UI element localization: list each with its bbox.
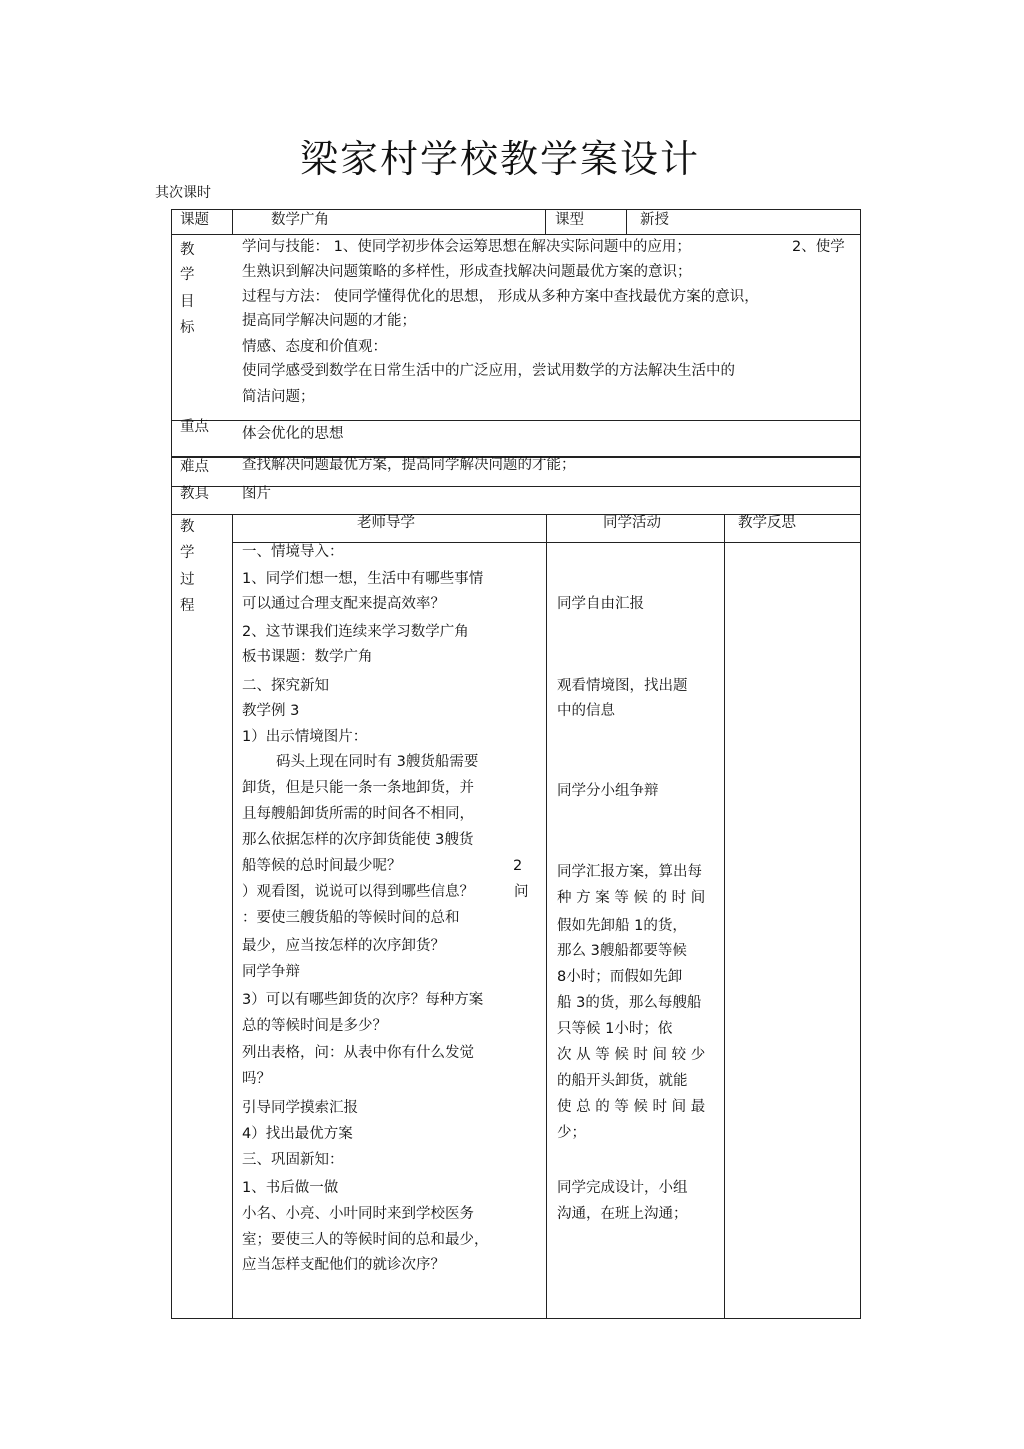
student-line: 同学自由汇报: [557, 596, 644, 612]
goals-line: 学问与技能： 1、使同学初步体会运筹思想在解决实际问题中的应用；: [242, 239, 691, 255]
key-point-label: 重点: [180, 419, 209, 435]
teacher-line: 一、情境导入：: [242, 544, 344, 560]
teacher-line: 三、巩固新知：: [242, 1152, 344, 1168]
goals-label-char: 目: [180, 294, 195, 310]
teacher-line: 可以通过合理支配来提高效率？: [242, 596, 445, 612]
topic-label: 课题: [180, 212, 209, 228]
teacher-line: 总的等候时间是多少？: [242, 1018, 387, 1034]
student-line: 船 3的货，那么每艘船: [557, 995, 702, 1011]
teacher-line: 板书课题：数学广角: [242, 649, 373, 665]
teacher-line: 引导同学摸索汇报: [242, 1100, 358, 1116]
process-label-char: 学: [180, 545, 195, 561]
teacher-line: 教学例 3: [242, 703, 300, 719]
teacher-line: ：要使三艘货船的等候时间的总和: [242, 910, 460, 926]
student-line: 中的信息: [557, 703, 615, 719]
goals-line: 过程与方法： 使同学懂得优化的思想， 形成从多种方案中查找最优方案的意识，: [242, 289, 759, 305]
teacher-line: 二、探究新知: [242, 678, 329, 694]
difficulty-label: 难点: [180, 459, 209, 475]
goals-label-char: 标: [180, 320, 195, 336]
type-value: 新授: [640, 212, 669, 228]
student-line: 假如先卸船 1的货，: [557, 918, 687, 934]
student-column-header: 同学活动: [603, 515, 661, 531]
student-line: 同学分小组争辩: [557, 783, 659, 799]
teacher-line: 且每艘船卸货所需的时间各不相同，: [242, 806, 474, 822]
teacher-line: 应当怎样支配他们的就诊次序？: [242, 1257, 445, 1273]
teacher-line: 船等候的总时间最少呢？: [242, 858, 402, 874]
teacher-line: 吗？: [242, 1071, 271, 1087]
student-line: 沟通，在班上沟通；: [557, 1206, 688, 1222]
teacher-line: 码头上现在同时有 3艘货船需要: [276, 754, 479, 770]
tools-label: 教具: [180, 486, 209, 502]
teacher-line: 2: [513, 858, 523, 874]
goals-line: 情感、态度和价值观：: [242, 339, 387, 355]
student-line: 的船开头卸货，就能: [557, 1073, 688, 1089]
teacher-line: 1、同学们想一想，生活中有哪些事情: [242, 571, 484, 587]
student-line: 同学汇报方案，算出每: [557, 864, 702, 880]
student-line: 8小时；而假如先卸: [557, 969, 683, 985]
teacher-line: 最少，应当按怎样的次序卸货？: [242, 938, 445, 954]
tools-value: 图片: [242, 486, 271, 502]
student-line: 次 从 等 候 时 间 较 少: [557, 1047, 706, 1063]
goals-line: 简洁问题；: [242, 389, 315, 405]
teacher-line: 3）可以有哪些卸货的次序？每种方案: [242, 992, 484, 1008]
student-line: 使 总 的 等 候 时 间 最: [557, 1099, 706, 1115]
process-label-char: 教: [180, 519, 195, 535]
goals-label-char: 教: [180, 242, 195, 258]
student-line: 同学完成设计，小组: [557, 1180, 688, 1196]
student-line: 种 方 案 等 候 的 时 间: [557, 890, 706, 906]
goals-line: 使同学感受到数学在日常生活中的广泛应用，尝试用数学的方法解决生活中的: [242, 363, 735, 379]
teacher-line: 4）找出最优方案: [242, 1126, 353, 1142]
student-line: 只等候 1小时；依: [557, 1021, 673, 1037]
page-title: 梁家村学校教学案设计: [299, 137, 700, 181]
goals-label-char: 学: [180, 267, 195, 283]
teacher-line: 2、这节课我们连续来学习数学广角: [242, 624, 469, 640]
teacher-line: 小名、小亮、小叶同时来到学校医务: [242, 1206, 474, 1222]
reflection-column-header: 教学反思: [738, 515, 796, 531]
student-line: 少；: [557, 1125, 586, 1141]
teacher-line: ）观看图，说说可以得到哪些信息？: [242, 884, 474, 900]
teacher-line: 同学争辩: [242, 964, 300, 980]
process-label-char: 程: [180, 598, 195, 614]
teacher-column-header: 老师导学: [357, 515, 415, 531]
goals-line: 提高同学解决问题的才能；: [242, 313, 416, 329]
teacher-line: 问: [514, 884, 529, 900]
difficulty-value: 查找解决问题最优方案，提高同学解决问题的才能；: [242, 457, 576, 473]
teacher-line: 列出表格，问：从表中你有什么发觉: [242, 1045, 474, 1061]
lesson-period: 其次课时: [155, 185, 211, 201]
student-line: 那么 3艘船都要等候: [557, 943, 687, 959]
student-line: 观看情境图，找出题: [557, 678, 688, 694]
teacher-line: 卸货，但是只能一条一条地卸货，并: [242, 780, 474, 796]
type-label: 课型: [555, 212, 584, 228]
teacher-line: 那么依据怎样的次序卸货能使 3艘货: [242, 832, 474, 848]
teacher-line: 室；要使三人的等候时间的总和最少，: [242, 1232, 489, 1248]
teacher-line: 1）出示情境图片：: [242, 729, 368, 745]
teacher-line: 1、书后做一做: [242, 1180, 339, 1196]
process-label-char: 过: [180, 572, 195, 588]
goals-line: 2、使学: [792, 239, 845, 255]
key-point-value: 体会优化的思想: [242, 426, 344, 442]
topic-value: 数学广角: [271, 212, 329, 228]
goals-line: 生熟识到解决问题策略的多样性，形成查找解决问题最优方案的意识；: [242, 264, 692, 280]
